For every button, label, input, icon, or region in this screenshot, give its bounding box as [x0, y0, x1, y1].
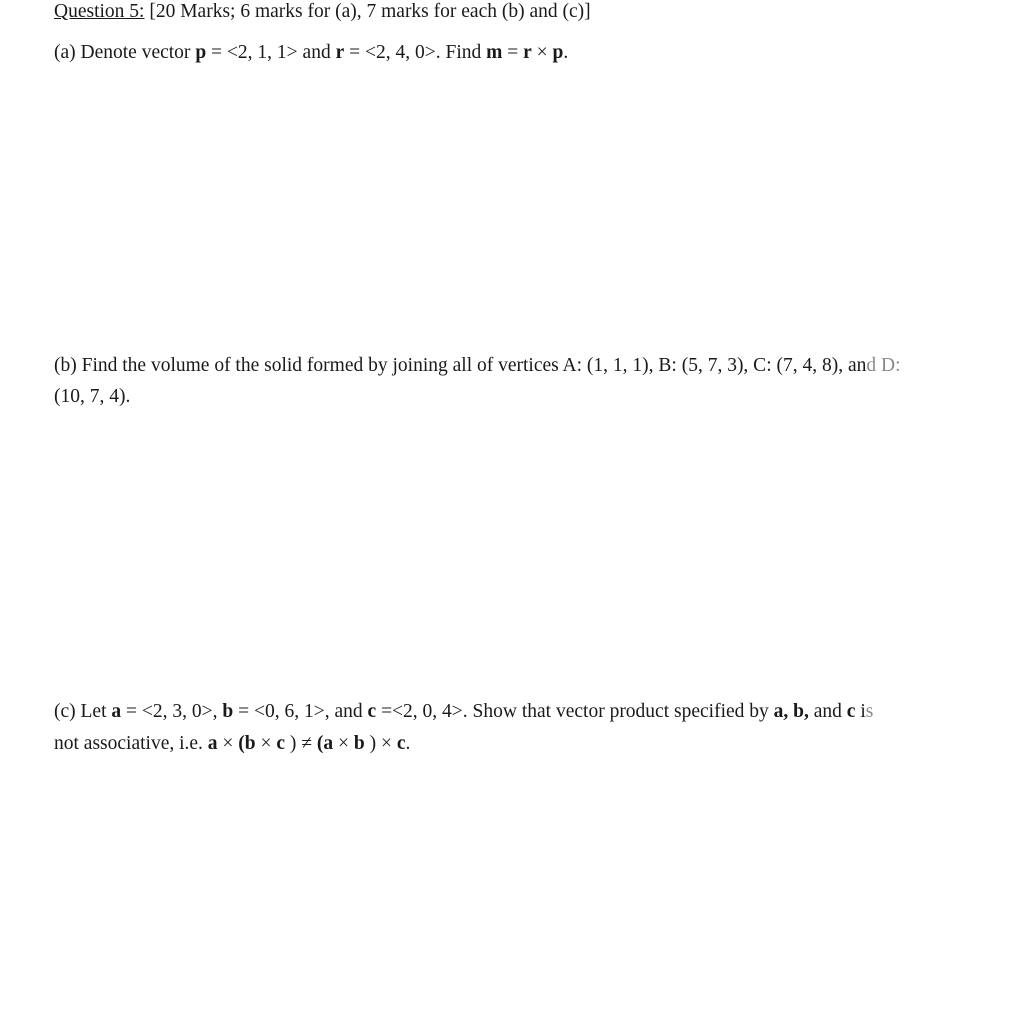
question-header: [54, 0, 591, 24]
part-a-text: (a) Denote vector p = <2, 1, 1> and r = <2, 4, 0>. Find m = r × p.: [54, 42, 569, 63]
question-label: Question 5:: [54, 1, 145, 22]
part-c-text-line2: not associative, i.e. a × (b × c ) ≠ (a × b ) × c.: [54, 733, 411, 754]
question-marks: [20 Marks; 6 marks for (a), 7 marks for each (b) and (c)]: [144, 1, 591, 22]
part-b-text-line2: (10, 7, 4).: [54, 386, 131, 407]
part-c-text-line1: (c) Let a = <2, 3, 0>, b = <0, 6, 1>, and c =<2, 0, 4>. Show that vector product specified by a, b, and c is: [54, 701, 874, 722]
part-b-text-line1: (b) Find the volume of the solid formed by joining all of vertices A: (1, 1, 1), B: (5, 7, 3), C: (7, 4, 8), and D:: [54, 355, 901, 376]
